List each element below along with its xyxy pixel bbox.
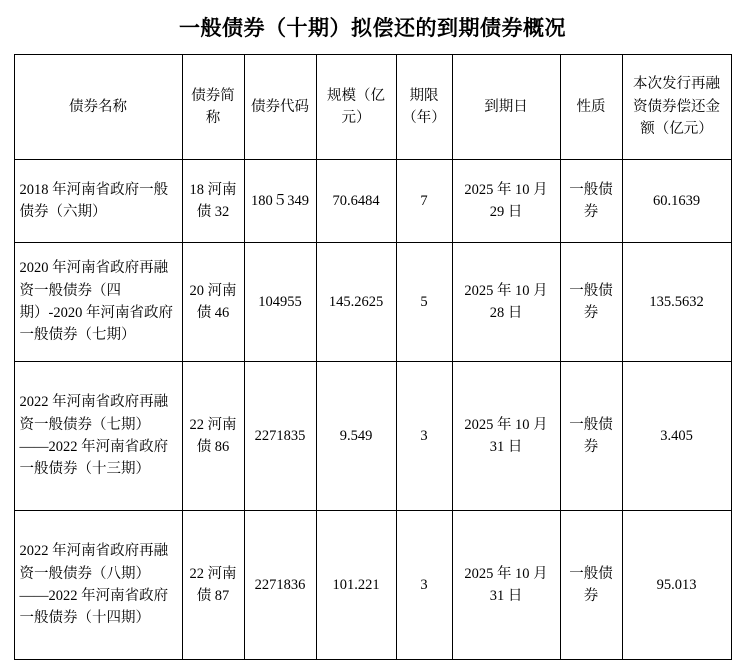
cell-bond-code: 104955 <box>244 243 316 362</box>
table-header-row <box>14 55 731 160</box>
cell-scale: 101.221 <box>316 511 396 660</box>
cell-maturity-date: 2025 年 10 月 31 日 <box>452 511 560 660</box>
cell-bond-code: 2271836 <box>244 511 316 660</box>
column-header-bond-abbr: 债券简称 <box>182 55 244 160</box>
cell-refinance-amount: 135.5632 <box>622 243 731 362</box>
table-row <box>14 243 731 362</box>
cell-bond-abbr: 18 河南债 32 <box>182 160 244 243</box>
cell-bond-code: 180５349 <box>244 160 316 243</box>
cell-term: 5 <box>396 243 452 362</box>
cell-type: 一般债券 <box>560 362 622 511</box>
cell-bond-name: 2018 年河南省政府一般债券（六期） <box>14 160 182 243</box>
column-header-term: 期限（年） <box>396 55 452 160</box>
table-row <box>14 511 731 660</box>
cell-bond-name: 2020 年河南省政府再融资一般债券（四期）-2020 年河南省政府一般债券（七期） <box>14 243 182 362</box>
column-header-maturity-date: 到期日 <box>452 55 560 160</box>
cell-refinance-amount: 3.405 <box>622 362 731 511</box>
cell-scale: 9.549 <box>316 362 396 511</box>
cell-term: 3 <box>396 511 452 660</box>
cell-scale: 145.2625 <box>316 243 396 362</box>
column-header-refinance-amount: 本次发行再融资债券偿还金额（亿元） <box>622 55 731 160</box>
cell-bond-abbr: 20 河南债 46 <box>182 243 244 362</box>
cell-bond-abbr: 22 河南债 86 <box>182 362 244 511</box>
cell-type: 一般债券 <box>560 243 622 362</box>
cell-refinance-amount: 60.1639 <box>622 160 731 243</box>
page-title: 一般债券（十期）拟偿还的到期债券概况 <box>179 16 566 40</box>
table-header <box>14 55 731 160</box>
cell-bond-name: 2022 年河南省政府再融资一般债券（八期）——2022 年河南省政府一般债券（十四期） <box>14 511 182 660</box>
cell-bond-name: 2022 年河南省政府再融资一般债券（七期）——2022 年河南省政府一般债券（十三期） <box>14 362 182 511</box>
cell-maturity-date: 2025 年 10 月 29 日 <box>452 160 560 243</box>
bond-maturity-table <box>14 54 732 660</box>
column-header-scale: 规模（亿元） <box>316 55 396 160</box>
table-row <box>14 160 731 243</box>
column-header-type: 性质 <box>560 55 622 160</box>
cell-scale: 70.6484 <box>316 160 396 243</box>
cell-type: 一般债券 <box>560 160 622 243</box>
column-header-bond-name: 债券名称 <box>14 55 182 160</box>
column-header-bond-code: 债券代码 <box>244 55 316 160</box>
cell-maturity-date: 2025 年 10 月 28 日 <box>452 243 560 362</box>
cell-term: 7 <box>396 160 452 243</box>
cell-bond-abbr: 22 河南债 87 <box>182 511 244 660</box>
cell-term: 3 <box>396 362 452 511</box>
cell-maturity-date: 2025 年 10 月 31 日 <box>452 362 560 511</box>
table-row <box>14 362 731 511</box>
table-body <box>14 160 731 660</box>
cell-type: 一般债券 <box>560 511 622 660</box>
cell-bond-code: 2271835 <box>244 362 316 511</box>
cell-refinance-amount: 95.013 <box>622 511 731 660</box>
